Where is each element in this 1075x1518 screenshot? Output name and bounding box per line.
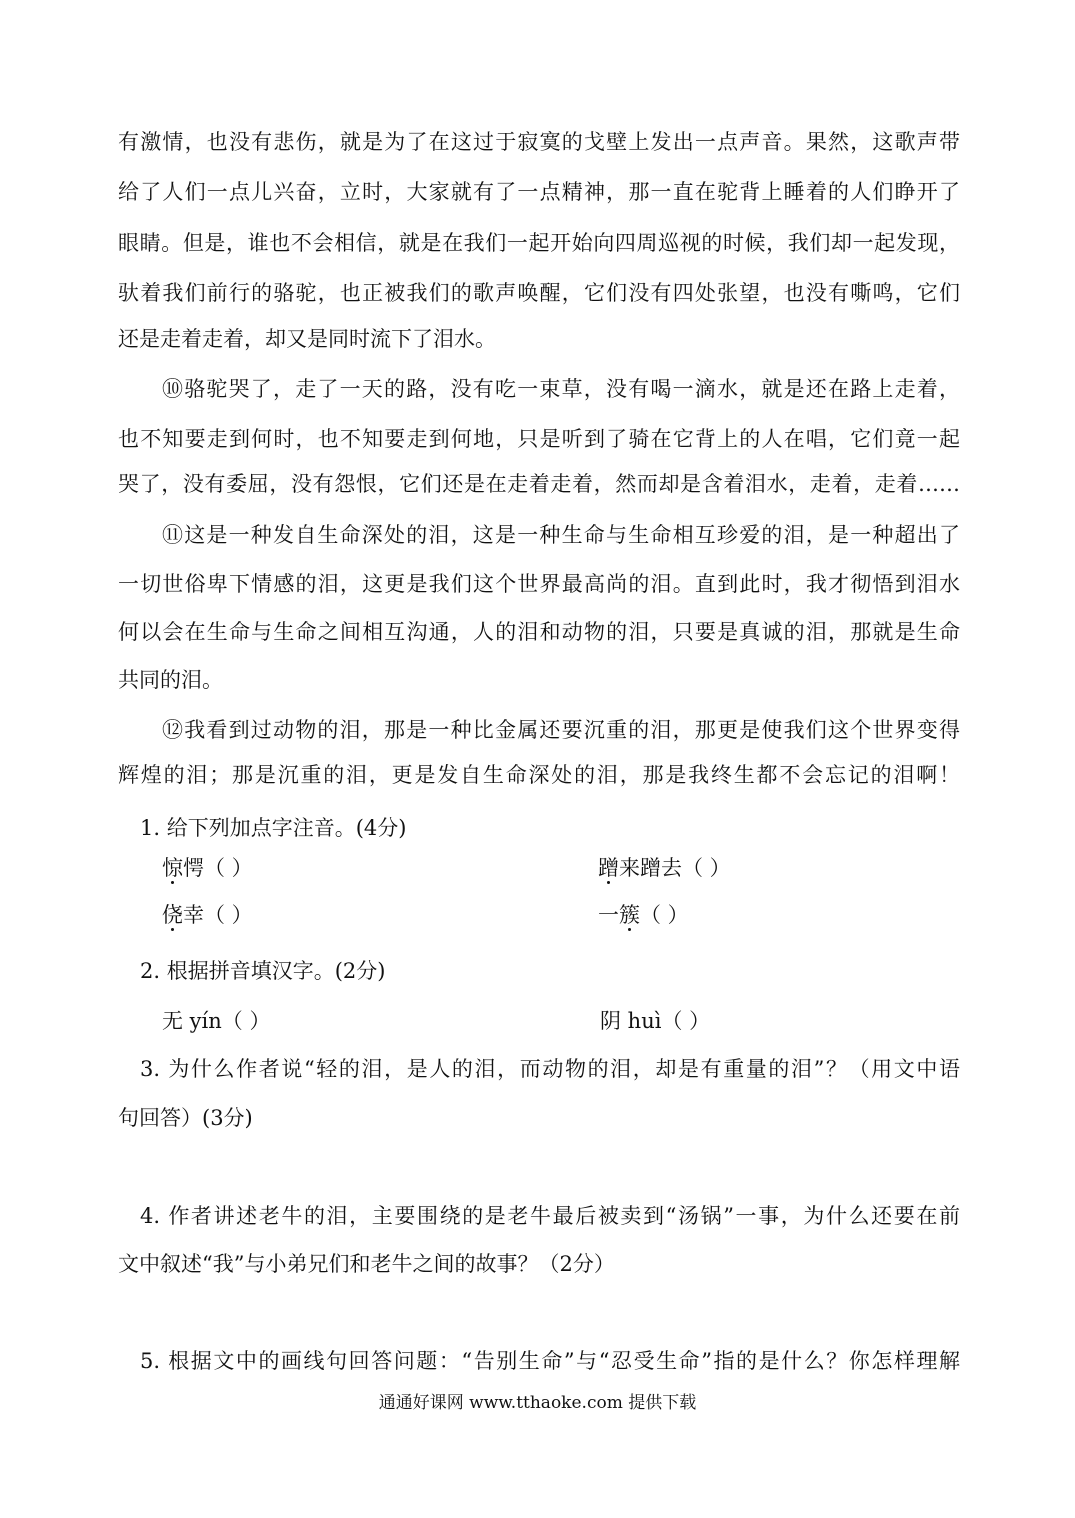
article-line: 眼睛。但是，谁也不会相信，就是在我们一起开始向四周巡视的时候，我们却一起发现， (118, 231, 960, 255)
item-text: （ ） (640, 903, 689, 927)
item-text: 来蹭去（ ） (619, 856, 731, 880)
page-footer: 通通好课网 www.tthaoke.com 提供下载 (378, 1393, 697, 1413)
question-3-line-2: 句回答）(3分) (118, 1106, 253, 1130)
question-1-item-d (598, 900, 689, 930)
question-1-item-a (162, 853, 253, 883)
article-line: 也不知要走到何时，也不知要走到何地，只是听到了骑在它背上的人在唱，它们竟一起 (118, 427, 960, 451)
question-3-line-1: 3. 为什么作者说“轻的泪，是人的泪，而动物的泪，却是有重量的泪”？（用文中语 (140, 1057, 960, 1081)
article-line: 驮着我们前行的骆驼，也正被我们的歌声唤醒，它们没有四处张望，也没有嘶鸣，它们 (118, 281, 960, 305)
article-line: 辉煌的泪；那是沉重的泪，更是发自生命深处的泪，那是我终生都不会忘记的泪啊！ (118, 763, 960, 787)
article-line: 共同的泪。 (118, 668, 223, 692)
question-4-line-1: 4. 作者讲述老牛的泪，主要围绕的是老牛最后被卖到“汤锅”一事，为什么还要在前 (140, 1204, 960, 1228)
item-text: 幸（ ） (183, 903, 253, 927)
article-line: 哭了，没有委屈，没有怨恨，它们还是在走着走着，然而却是含着泪水，走着，走着…… (118, 472, 960, 496)
article-line: 还是走着走着，却又是同时流下了泪水。 (118, 327, 496, 351)
dotted-char: 蹭 (598, 856, 619, 880)
question-2-stem: 2. 根据拼音填汉字。(2分) (140, 959, 386, 983)
article-line: 何以会在生命与生命之间相互沟通，人的泪和动物的泪，只要是真诚的泪，那就是生命 (118, 620, 960, 644)
question-1-stem: 1. 给下列加点字注音。(4分) (140, 816, 407, 840)
article-line: 一切世俗卑下情感的泪，这更是我们这个世界最高尚的泪。直到此时，我才彻悟到泪水 (118, 572, 960, 596)
paragraph-11-start: ⑪这是一种发自生命深处的泪，这是一种生命与生命相互珍爱的泪，是一种超出了 (162, 523, 960, 547)
question-2-item-b: 阴 huì（ ） (600, 1009, 711, 1033)
paragraph-10-start: ⑩骆驼哭了，走了一天的路，没有吃一束草，没有喝一滴水，就是还在路上走着， (162, 377, 960, 401)
item-text: 愕（ ） (183, 856, 253, 880)
item-text: 一 (598, 903, 619, 927)
dotted-char: 惊 (162, 856, 183, 880)
question-4-line-2: 文中叙述“我”与小弟兄们和老牛之间的故事？（2分） (118, 1252, 615, 1276)
question-5-line-1: 5. 根据文中的画线句回答问题：“告别生命”与“忍受生命”指的是什么？你怎样理解 (140, 1349, 960, 1373)
question-1-item-b (598, 853, 731, 883)
article-line: 给了人们一点儿兴奋，立时，大家就有了一点精神，那一直在驼背上睡着的人们睁开了 (118, 180, 960, 204)
dotted-char: 侥 (162, 903, 183, 927)
question-2-item-a: 无 yín（ ） (162, 1009, 271, 1033)
paragraph-12-start: ⑫我看到过动物的泪，那是一种比金属还要沉重的泪，那更是使我们这个世界变得 (162, 718, 960, 742)
article-line: 有激情，也没有悲伤，就是为了在这过于寂寞的戈壁上发出一点声音。果然，这歌声带 (118, 130, 960, 154)
question-1-item-c (162, 900, 253, 930)
dotted-char: 簇 (619, 903, 640, 927)
